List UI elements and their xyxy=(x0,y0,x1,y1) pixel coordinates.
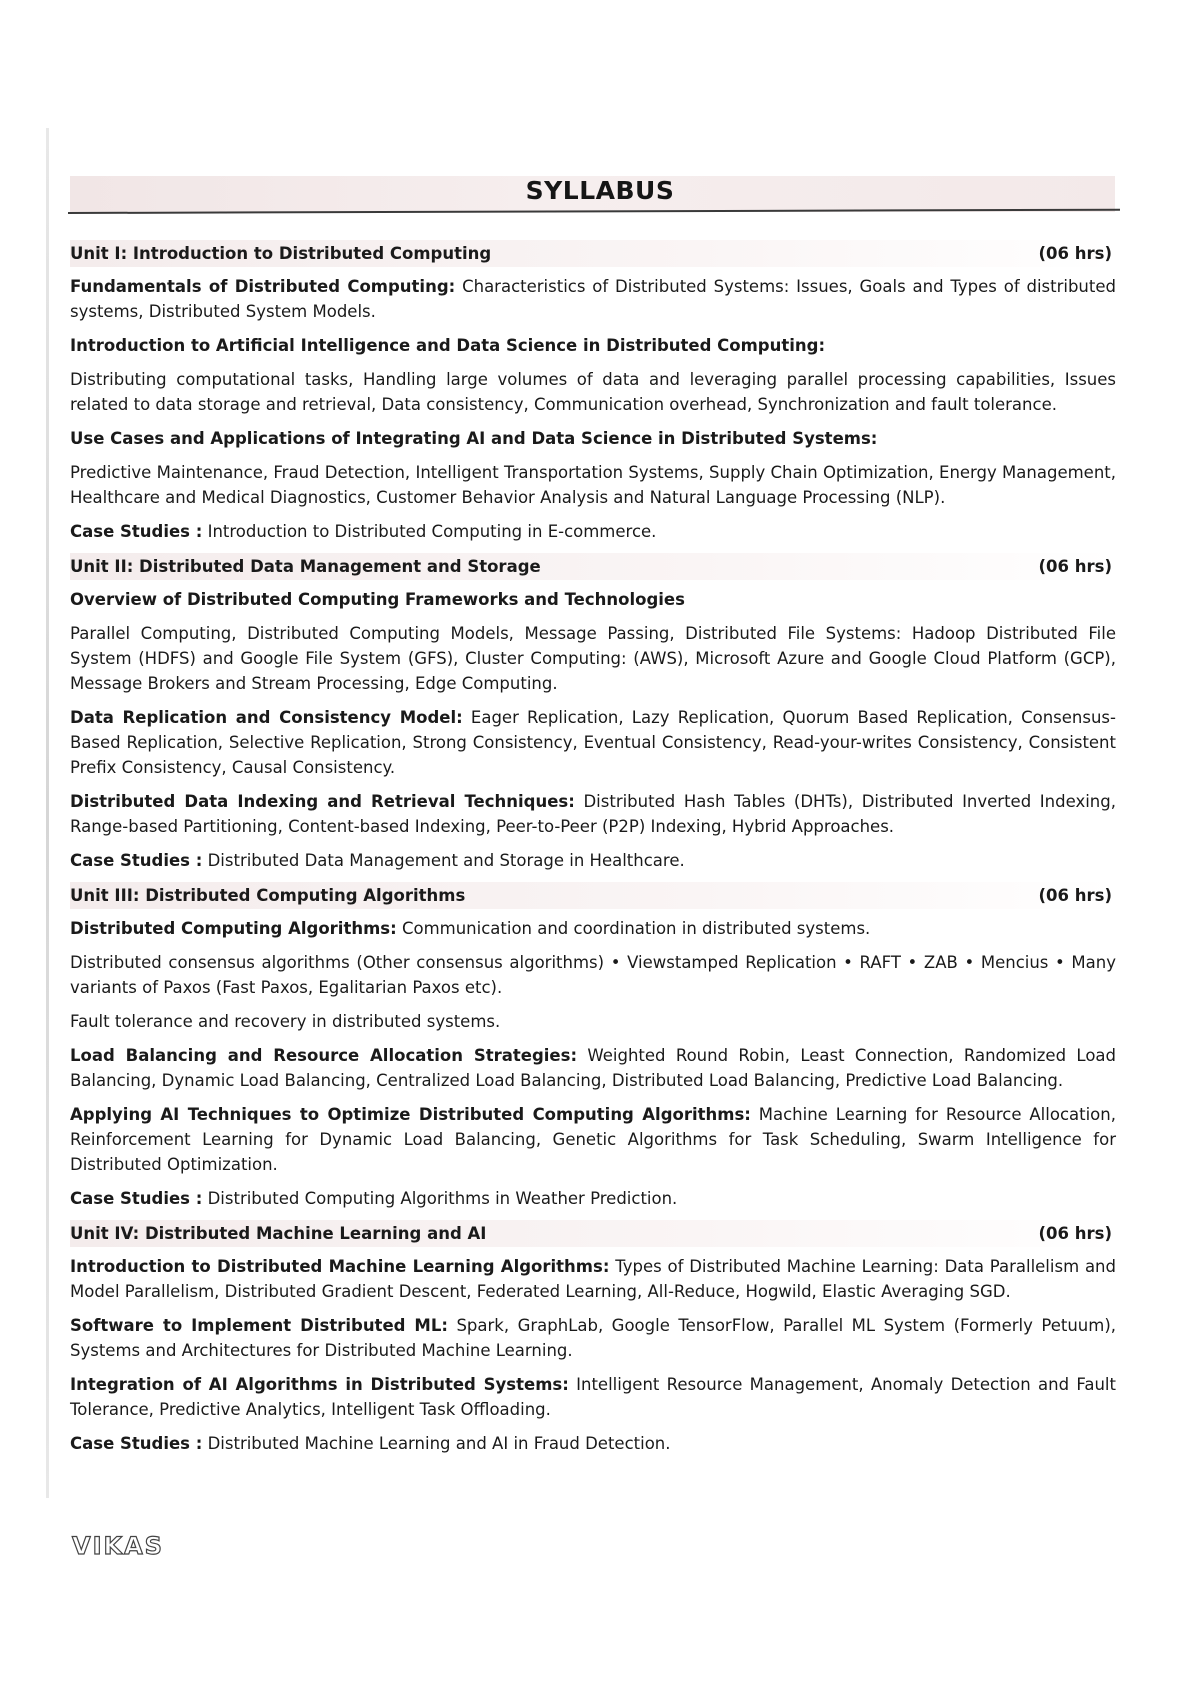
topic-paragraph xyxy=(70,1186,1116,1211)
topic-label: Distributed Data Indexing and Retrieval Techniques: xyxy=(70,792,575,811)
topic-label: Case Studies : xyxy=(70,1189,203,1208)
unit-section xyxy=(70,553,1116,873)
topic-paragraph xyxy=(70,705,1116,780)
topic-label: Fundamentals of Distributed Computing: xyxy=(70,277,456,296)
topic-paragraph xyxy=(70,519,1116,544)
topic-text: Distributed Machine Learning and AI in Fraud Detection. xyxy=(202,1434,671,1453)
topic-text: Characteristics of Distributed Systems: Issues, Goals and Types of distributed systems, Distributed System Models. xyxy=(70,277,1116,321)
topic-paragraph xyxy=(70,1102,1116,1177)
unit-section xyxy=(70,882,1116,1211)
topic-label: Case Studies : xyxy=(70,851,203,870)
unit-hours: (06 hrs) xyxy=(1038,886,1112,905)
topic-paragraph xyxy=(70,789,1116,839)
topic-paragraph xyxy=(70,367,1116,417)
topic-label: Integration of AI Algorithms in Distributed Systems: xyxy=(70,1375,569,1394)
topic-text: Distributing computational tasks, Handling large volumes of data and leveraging parallel processing capabilities, Issues related to data storage and retrieval, Data consistency, Communication overhead, Synchronization and fault tolerance. xyxy=(70,370,1116,414)
unit-hours: (06 hrs) xyxy=(1038,1224,1112,1243)
topic-label: Software to Implement Distributed ML: xyxy=(70,1316,448,1335)
topic-label: Data Replication and Consistency Model: xyxy=(70,708,463,727)
topic-text: Eager Replication, Lazy Replication, Quorum Based Replication, Consensus-Based Replication, Selective Replication, Strong Consistency, Eventual Consistency, Read-your-writes Consistency, Consistent Prefix Consistency, Causal Consistency. xyxy=(70,708,1116,777)
unit-hours: (06 hrs) xyxy=(1038,557,1112,576)
topic-paragraph xyxy=(70,1313,1116,1363)
scan-edge xyxy=(46,128,49,1498)
unit-header xyxy=(70,240,1116,267)
publisher-logo: VIKAS xyxy=(72,1532,164,1560)
unit-title: Unit I: Introduction to Distributed Computing xyxy=(70,244,492,263)
topic-text: Introduction to Distributed Computing in E-commerce. xyxy=(202,522,657,541)
topic-paragraph xyxy=(70,621,1116,696)
topic-label: Load Balancing and Resource Allocation Strategies: xyxy=(70,1046,578,1065)
topic-text: Distributed consensus algorithms (Other consensus algorithms) • Viewstamped Replication • RAFT • ZAB • Mencius • Many variants of Paxos (Fast Paxos, Egalitarian Paxos etc). xyxy=(70,953,1116,997)
topic-paragraph xyxy=(70,848,1116,873)
topic-text: Distributed Computing Algorithms in Weather Prediction. xyxy=(202,1189,678,1208)
unit-title: Unit II: Distributed Data Management and Storage xyxy=(70,557,541,576)
topic-text: Communication and coordination in distributed systems. xyxy=(396,919,871,938)
topic-text: Weighted Round Robin, Least Connection, Randomized Load Balancing, Dynamic Load Balancing, Centralized Load Balancing, Distributed Load Balancing, Predictive Load Balancing. xyxy=(70,1046,1116,1090)
topic-text: Parallel Computing, Distributed Computing Models, Message Passing, Distributed File Systems: Hadoop Distributed File System (HDFS) and Google File System (GFS), Cluster Computing: (AWS), Microsoft Azure and Google Cloud Platform (GCP), Message Brokers and Stream Processing, Edge Computing. xyxy=(70,624,1116,693)
topic-label: Case Studies : xyxy=(70,522,203,541)
topic-heading xyxy=(70,587,1116,612)
topic-label: Overview of Distributed Computing Frameworks and Technologies xyxy=(70,590,685,609)
topic-heading xyxy=(70,333,1116,358)
topic-label: Case Studies : xyxy=(70,1434,203,1453)
topic-paragraph xyxy=(70,1009,1116,1034)
topic-paragraph xyxy=(70,1431,1116,1456)
topic-text: Predictive Maintenance, Fraud Detection, Intelligent Transportation Systems, Supply Chain Optimization, Energy Management, Healthcare and Medical Diagnostics, Customer Behavior Analysis and Natural Language Processing (NLP). xyxy=(70,463,1116,507)
unit-title: Unit III: Distributed Computing Algorithms xyxy=(70,886,466,905)
topic-paragraph xyxy=(70,916,1116,941)
unit-section xyxy=(70,1220,1116,1456)
unit-header xyxy=(70,1220,1116,1247)
topic-paragraph xyxy=(70,950,1116,1000)
unit-title: Unit IV: Distributed Machine Learning and AI xyxy=(70,1224,487,1243)
topic-paragraph xyxy=(70,1372,1116,1422)
topic-paragraph xyxy=(70,274,1116,324)
topic-text: Spark, GraphLab, Google TensorFlow, Parallel ML System (Formerly Petuum), Systems and Architectures for Distributed Machine Learning. xyxy=(70,1316,1117,1360)
syllabus-content xyxy=(70,240,1116,1465)
topic-label: Introduction to Artificial Intelligence and Data Science in Distributed Computing: xyxy=(70,336,826,355)
unit-header xyxy=(70,553,1116,580)
topic-text: Distributed Hash Tables (DHTs), Distributed Inverted Indexing, Range-based Partitioning, Content-based Indexing, Peer-to-Peer (P2P) Indexing, Hybrid Approaches. xyxy=(70,792,1116,836)
topic-text: Distributed Data Management and Storage in Healthcare. xyxy=(202,851,685,870)
topic-paragraph xyxy=(70,1043,1116,1093)
topic-text: Fault tolerance and recovery in distributed systems. xyxy=(70,1012,501,1031)
unit-header xyxy=(70,882,1116,909)
unit-hours: (06 hrs) xyxy=(1038,244,1112,263)
unit-section xyxy=(70,240,1116,544)
topic-text: Machine Learning for Resource Allocation, Reinforcement Learning for Dynamic Load Balancing, Genetic Algorithms for Task Scheduling, Swarm Intelligence for Distributed Optimization. xyxy=(70,1105,1116,1174)
topic-label: Distributed Computing Algorithms: xyxy=(70,919,397,938)
topic-paragraph xyxy=(70,460,1116,510)
topic-text: Intelligent Resource Management, Anomaly Detection and Fault Tolerance, Predictive Analytics, Intelligent Task Offloading. xyxy=(70,1375,1116,1419)
topic-label: Introduction to Distributed Machine Learning Algorithms: xyxy=(70,1257,610,1276)
page-title: SYLLABUS xyxy=(525,176,675,205)
topic-label: Use Cases and Applications of Integrating AI and Data Science in Distributed Systems: xyxy=(70,429,878,448)
topic-text: Types of Distributed Machine Learning: Data Parallelism and Model Parallelism, Distributed Gradient Descent, Federated Learning, All-Reduce, Hogwild, Elastic Averaging SGD. xyxy=(70,1257,1116,1301)
topic-paragraph xyxy=(70,1254,1116,1304)
topic-label: Applying AI Techniques to Optimize Distributed Computing Algorithms: xyxy=(70,1105,751,1124)
topic-heading xyxy=(70,426,1116,451)
